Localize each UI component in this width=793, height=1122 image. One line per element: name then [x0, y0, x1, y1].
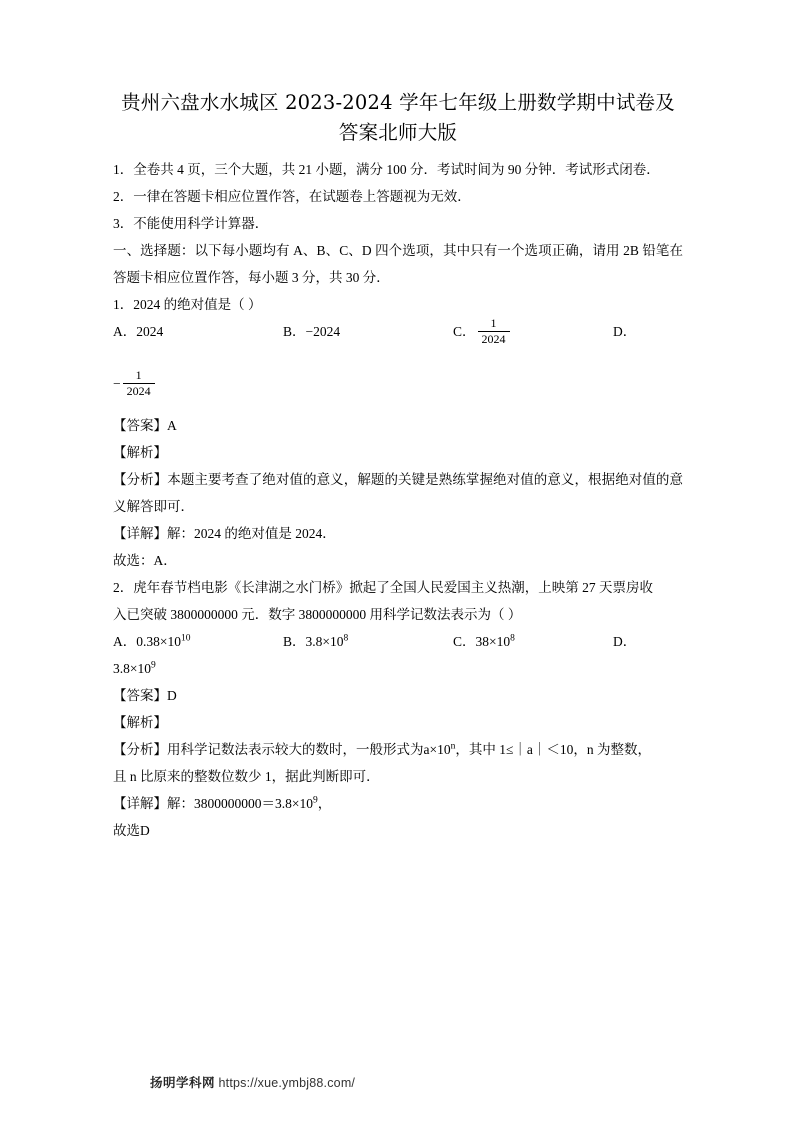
fraction-denominator: 2024: [123, 383, 155, 398]
question-2-choice-a: [113, 628, 191, 655]
question-2-choice-d-exponent: 9: [151, 660, 156, 671]
question-2-detail-post: ，: [317, 796, 332, 811]
question-2-choice-c: [453, 628, 515, 655]
question-1-answer: 【答案】A: [113, 418, 177, 433]
question-1-choice-d-fraction: [123, 369, 155, 399]
question-1-choice-c: [453, 318, 512, 348]
footer-brand: 扬明学科网: [150, 1076, 216, 1090]
question-1-choice-c-label: C．: [453, 324, 476, 340]
question-2-detail-exponent: 9: [313, 795, 318, 806]
question-2-choices: [113, 628, 683, 655]
instruction-line-1: 1．全卷共 4 页，三个大题，共 21 小题，满分 100 分．考试时间为 90 分钟．考试形式闭卷．: [113, 162, 660, 177]
footer-url: https://xue.ymbj88.com/: [218, 1076, 356, 1090]
section-heading-choice: 一、选择题：以下每小题均有 A、B、C、D 四个选项，其中只有一个选项正确，请用 2B 铅笔在答题卡相应位置作答，每小题 3 分，共 30 分．: [113, 243, 683, 285]
question-2-choice-b: [283, 628, 348, 655]
question-1-detail: 【详解】解：2024 的绝对值是 2024．: [113, 526, 336, 541]
question-1-choice-a: A．2024: [113, 324, 164, 339]
question-2-stem-line-1: 2．虎年春节档电影《长津湖之水门桥》掀起了全国人民爱国主义热潮，上映第 27 天票房收: [113, 580, 653, 595]
question-2-analysis-pre: 【分析】用科学记数法表示较大的数时，一般形式为a×10: [113, 742, 451, 757]
question-2-choice-c-base: 38×10: [475, 634, 511, 649]
question-2-analysis-line-1: [113, 736, 683, 763]
question-2-choice-b-label: B．: [283, 634, 306, 649]
fraction-numerator: 1: [135, 368, 142, 382]
question-2-choice-b-base: 3.8×10: [305, 634, 344, 649]
question-2-analysis-line-2: 且 n 比原来的整数位数少 1，据此判断即可．: [113, 769, 380, 784]
instruction-line-2: 2．一律在答题卡相应位置作答，在试题卷上答题视为无效．: [113, 189, 471, 204]
question-2-analysis-exponent: n: [450, 741, 456, 752]
question-2-choice-a-base: 0.38×10: [136, 634, 181, 649]
question-1-analysis-header: 【解析】: [113, 445, 167, 460]
question-2-detail: [113, 790, 683, 817]
fraction-numerator: 1: [490, 316, 497, 330]
question-2-conclusion: 故选D: [113, 823, 150, 838]
question-2-analysis-header: 【解析】: [113, 715, 167, 730]
question-1-choice-b: B．−2024: [283, 324, 341, 339]
question-2-choice-d-label: D．: [613, 634, 637, 649]
question-2-answer: 【答案】D: [113, 688, 177, 703]
question-2-choice-a-exponent: 10: [181, 633, 191, 644]
question-1-choice-d-label: D．: [613, 324, 637, 339]
question-1-choices: [113, 318, 683, 366]
page-title: 贵州六盘水水城区 2023-2024 学年七年级上册数学期中试卷及答案北师大版: [121, 91, 675, 144]
fraction-denominator: 2024: [478, 331, 510, 346]
question-1-conclusion: 故选：A．: [113, 553, 177, 568]
question-2-analysis-mid: ，其中 1≤｜a｜＜10，n 为整数，: [455, 742, 652, 757]
question-1-choice-c-fraction: [478, 317, 510, 347]
question-2-choice-d-value: [113, 655, 683, 682]
minus-sign: −: [113, 376, 121, 392]
question-2-stem-line-2: 入已突破 3800000000 元．数字 3800000000 用科学记数法表示为（ ）: [113, 607, 522, 622]
question-2-choice-c-label: C．: [453, 634, 476, 649]
question-2-detail-pre: 【详解】解：3800000000＝: [113, 796, 275, 811]
document-content: [113, 88, 683, 844]
question-2-choice-d-base: 3.8×10: [113, 661, 151, 676]
question-2-choice-c-exponent: 8: [510, 633, 515, 644]
page-footer: [150, 1073, 650, 1091]
question-2-detail-base: 3.8×10: [275, 796, 313, 811]
question-2-choice-a-label: A．: [113, 634, 137, 649]
question-1-choice-d-value: [113, 366, 683, 412]
question-1-analysis: 【分析】本题主要考查了绝对值的意义，解题的关键是熟练掌握绝对值的意义，根据绝对值的意义解答即可．: [113, 472, 683, 514]
question-2-choice-b-exponent: 8: [343, 633, 349, 644]
instruction-line-3: 3．不能使用科学计算器．: [113, 216, 269, 231]
question-1-stem: 1．2024 的绝对值是（ ）: [113, 297, 262, 312]
